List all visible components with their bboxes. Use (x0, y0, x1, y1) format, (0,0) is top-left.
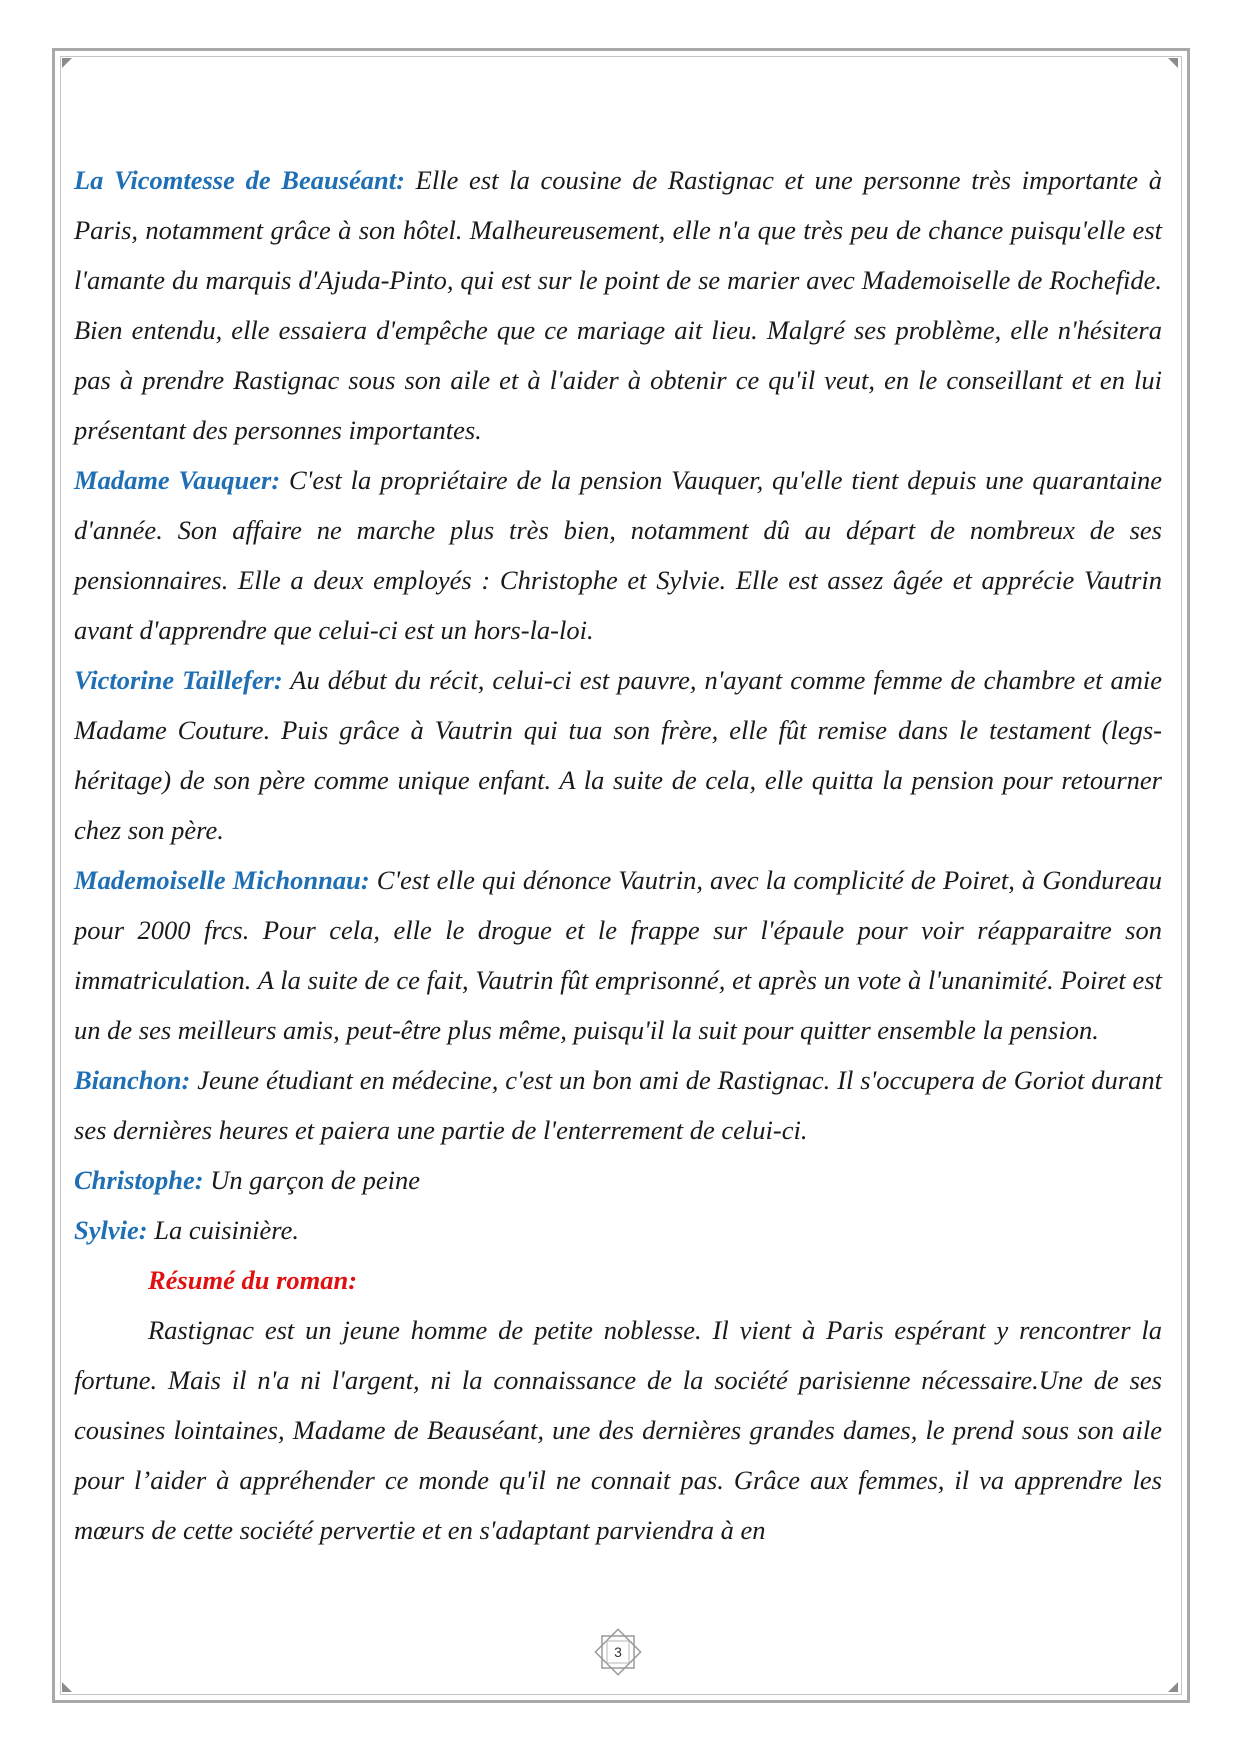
character-description: C'est elle qui dénonce Vautrin, avec la complicité de Poiret, à Gondureau pour 2000 frcs. Pour cela, elle le drogue et le frappe sur l'épaule pour voir réapparaitre son immatriculation. A la suite de ce fait, Vautrin fût emprisonné, et après un vote à l'unanimité. Poiret est un de ses meilleurs amis, peut-être plus même, puisqu'il la suit pour quitter ensemble la pension. (74, 865, 1162, 1045)
document-body (74, 155, 1162, 1555)
corner-ornament-bottom-right (1168, 1682, 1178, 1692)
character-name: La Vicomtesse de Beauséant: (74, 165, 405, 195)
character-entry-sylvie (74, 1205, 1162, 1255)
summary-heading: Résumé du roman: (148, 1265, 358, 1295)
character-description: Au début du récit, celui-ci est pauvre, n'ayant comme femme de chambre et amie Madame Couture. Puis grâce à Vautrin qui tua son frère, elle fût remise dans le testament (legs-héritage) de son père comme unique enfant. A la suite de cela, elle quitta la pension pour retourner chez son père. (74, 665, 1162, 845)
character-name: Victorine Taillefer: (74, 665, 283, 695)
character-entry-christophe (74, 1155, 1162, 1205)
character-description: Un garçon de peine (203, 1165, 420, 1195)
corner-ornament-bottom-left (62, 1682, 72, 1692)
page-number: 3 (614, 1644, 622, 1660)
character-name: Christophe: (74, 1165, 204, 1195)
character-name: Mademoiselle Michonnau: (74, 865, 370, 895)
character-name: Bianchon: (74, 1065, 191, 1095)
character-entry-michonnau (74, 855, 1162, 1055)
character-entry-taillefer (74, 655, 1162, 855)
character-description: C'est la propriétaire de la pension Vauquer, qu'elle tient depuis une quarantaine d'année. Son affaire ne marche plus très bien, notamment dû au départ de nombreux de ses pensionnaires. Elle a deux employés : Christophe et Sylvie. Elle est assez âgée et apprécie Vautrin avant d'apprendre que celui-ci est un hors-la-loi. (74, 465, 1162, 645)
character-description: Jeune étudiant en médecine, c'est un bon ami de Rastignac. Il s'occupera de Goriot durant ses dernières heures et paiera une partie de l'enterrement de celui-ci. (74, 1065, 1162, 1145)
character-description: Elle est la cousine de Rastignac et une personne très importante à Paris, notamment grâce à son hôtel. Malheureusement, elle n'a que très peu de chance puisqu'elle est l'amante du marquis d'Ajuda-Pinto, qui est sur le point de se marier avec Mademoiselle de Rochefide. Bien entendu, elle essaiera d'empêche que ce mariage ait lieu. Malgré ses problème, elle n'hésitera pas à prendre Rastignac sous son aile et à l'aider à obtenir ce qu'il veut, en le conseillant et en lui présentant des personnes importantes. (74, 165, 1162, 445)
character-entry-vauquer (74, 455, 1162, 655)
corner-ornament-top-left (62, 58, 72, 68)
summary-text: Rastignac est un jeune homme de petite noblesse. Il vient à Paris espérant y rencontrer la fortune. Mais il n'a ni l'argent, ni la connaissance de la société parisienne nécessaire.Une de ses cousines lointaines, Madame de Beauséant, une des dernières grandes dames, le prend sous son aile pour l’aider à appréhender ce monde qu'il ne connait pas. Grâce aux femmes, il va apprendre les mœurs de cette société pervertie et en s'adaptant parviendra à en (74, 1315, 1162, 1545)
character-name: Madame Vauquer: (74, 465, 281, 495)
character-entry-bianchon (74, 1055, 1162, 1155)
character-name: Sylvie: (74, 1215, 148, 1245)
character-description: La cuisinière. (147, 1215, 299, 1245)
character-entry-beauseant (74, 155, 1162, 455)
corner-ornament-top-right (1168, 58, 1178, 68)
